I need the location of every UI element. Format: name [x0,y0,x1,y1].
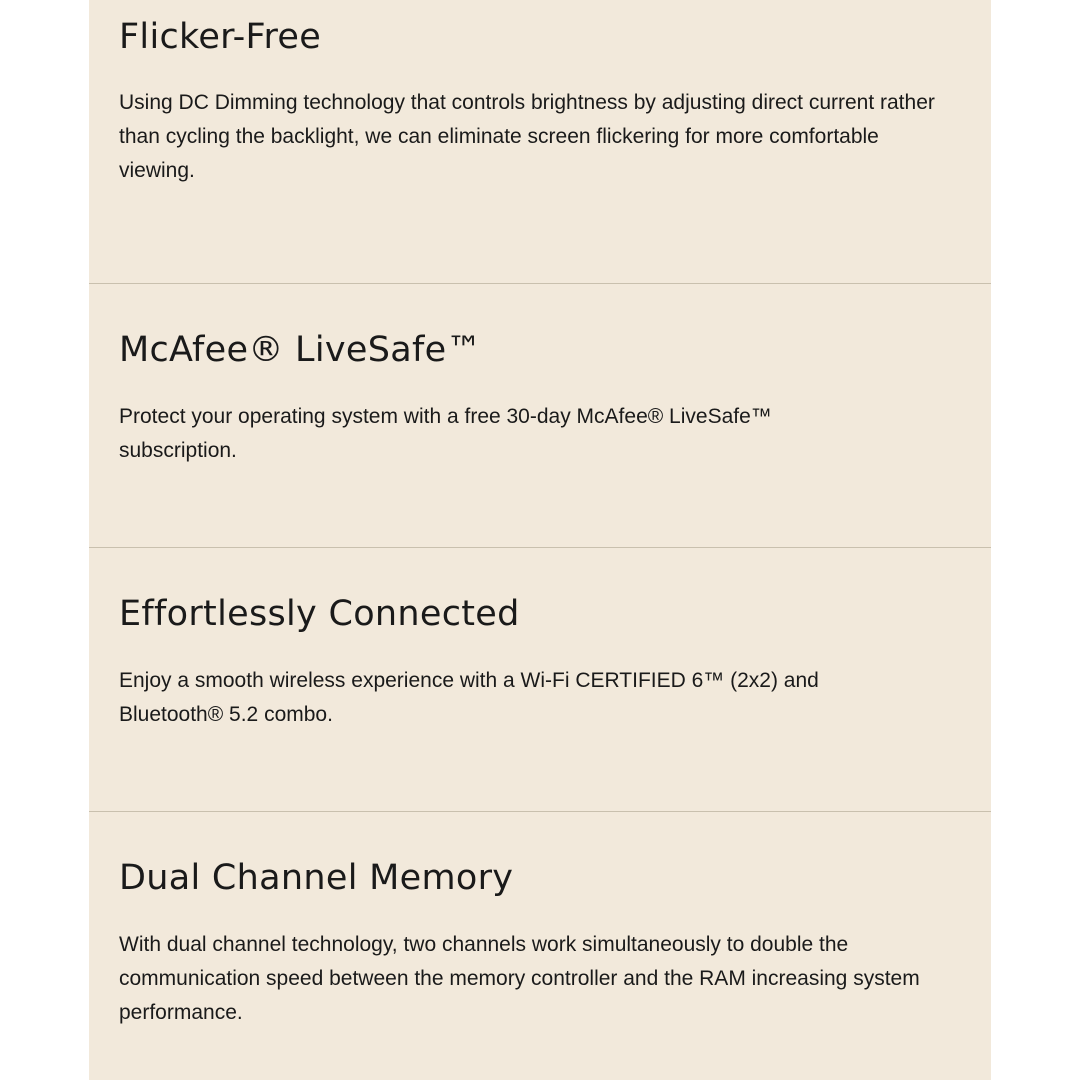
feature-description: Protect your operating system with a free 30-day McAfee® LiveSafe™ subscription. [119,405,772,462]
feature-section-dual-channel-memory [89,812,991,1080]
feature-title: Flicker-Free [119,17,322,57]
feature-title: McAfee® LiveSafe™ [119,330,482,370]
feature-section-flicker-free [89,0,991,283]
feature-description: With dual channel technology, two channels work simultaneously to double the communication speed between the memory controller and the RAM increasing system performance. [119,933,920,1024]
feature-section-mcafee-livesafe [89,284,991,547]
feature-title: Effortlessly Connected [119,594,520,634]
feature-description: Enjoy a smooth wireless experience with a Wi-Fi CERTIFIED 6™ (2x2) and Bluetooth® 5.2 combo. [119,669,819,726]
feature-section-effortlessly-connected [89,548,991,811]
feature-description: Using DC Dimming technology that controls brightness by adjusting direct current rather than cycling the backlight, we can eliminate screen flickering for more comfortable viewing. [119,91,935,182]
feature-panel [89,0,991,1080]
feature-title: Dual Channel Memory [119,858,514,898]
